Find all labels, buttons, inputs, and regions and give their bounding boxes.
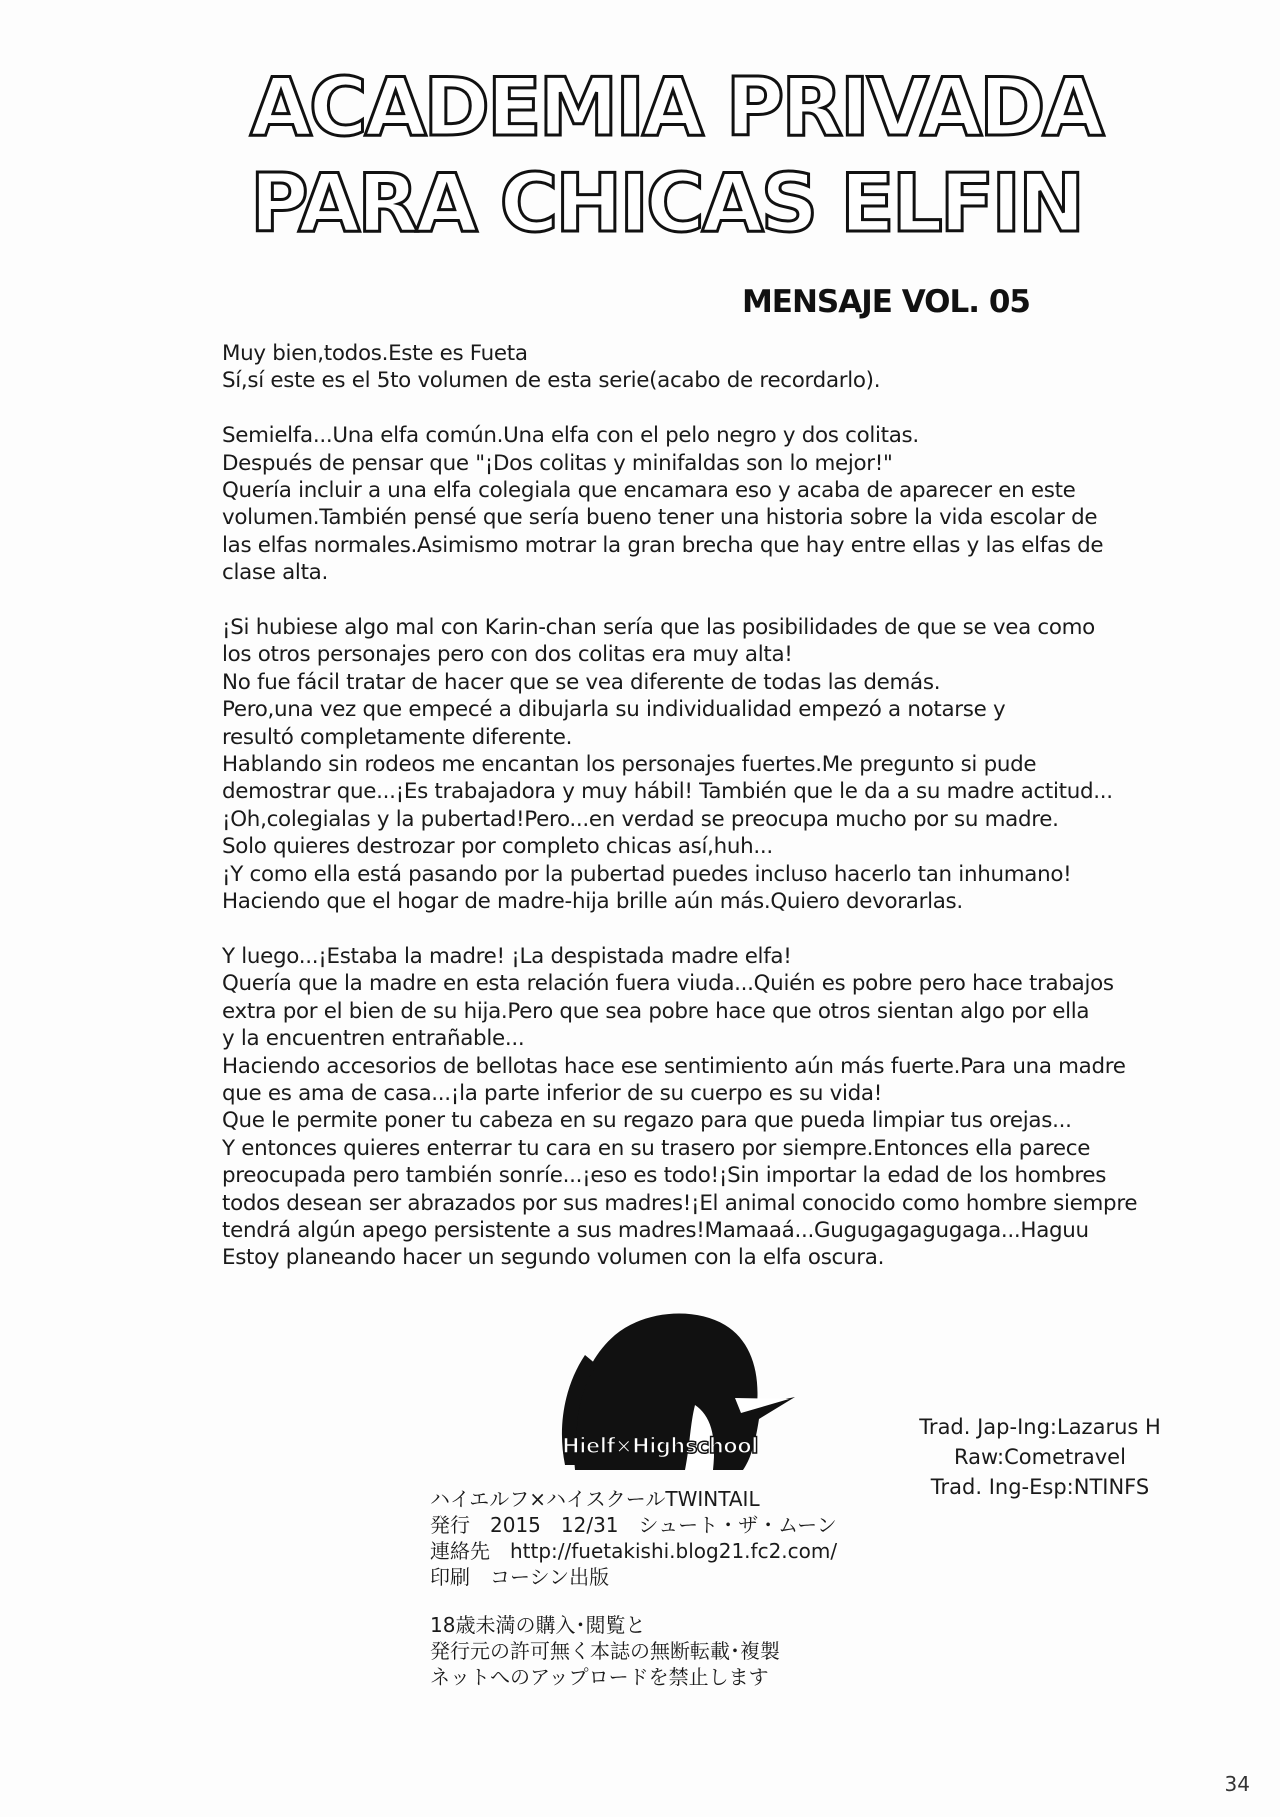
text-line: Y entonces quieres enterrar tu cara en su trasero por siempre.Entonces ella parece	[222, 1135, 1091, 1161]
text-line: Haciendo accesorios de bellotas hace ese sentimiento aún más fuerte.Para una madre	[222, 1053, 1126, 1079]
text-line: Pero,una vez que empecé a dibujarla su individualidad empezó a notarse y	[222, 697, 1006, 723]
subtitle: MENSAJE VOL. 05	[741, 284, 1030, 320]
text-line: ¡Si hubiese algo mal con Karin-chan sería que las posibilidades de que se vea como	[222, 615, 1095, 641]
colophon-printer: 印刷 コーシン出版	[430, 1565, 610, 1589]
text-line: Que le permite poner tu cabeza en su regazo para que pueda limpiar tus orejas...	[222, 1108, 1072, 1134]
text-line: Quería incluir a una elfa colegiala que encamara eso y acaba de aparecer en este	[222, 478, 1076, 504]
text-line: extra por el bien de su hija.Pero que sea pobre hace que otros sientan algo por ella	[222, 998, 1090, 1024]
notice-line: 発行元の許可無く本誌の無断転載･複製	[430, 1639, 780, 1663]
title-line-1: ACADEMIA PRIVADA	[250, 61, 1102, 154]
text-line: preocupada pero también sonríe...¡eso es todo!¡Sin importar la edad de los hombres	[222, 1163, 1107, 1189]
text-line: tendrá algún apego persistente a sus madres!Mamaaá...Gugugagagugaga...Haguu	[222, 1217, 1089, 1243]
text-line: todos desean ser abrazados por sus madres!¡El animal conocido como hombre siempre	[222, 1190, 1138, 1216]
text-line: ¡Y como ella está pasando por la pubertad puedes incluso hacerlo tan inhumano!	[222, 861, 1072, 887]
title-block	[250, 60, 1102, 252]
page-number: 34	[1224, 1772, 1250, 1796]
colophon	[430, 1486, 990, 1690]
text-line: y la encuentren entrañable...	[222, 1026, 525, 1052]
text-line: Hablando sin rodeos me encantan los personajes fuertes.Me pregunto si pude	[222, 752, 1037, 778]
spacer	[430, 1590, 990, 1612]
credit-line: Trad. Ing-Esp:NTINFS	[930, 1475, 1150, 1499]
credit-line: Trad. Jap-Ing:Lazarus H	[919, 1415, 1161, 1439]
text-line: volumen.También pensé que sería bueno tener una historia sobre la vida escolar de	[222, 505, 1098, 531]
colophon-title: ハイエルフ×ハイスクールTWINTAIL	[430, 1487, 760, 1511]
text-line: Muy bien,todos.Este es Fueta	[222, 341, 528, 366]
notice-line: 18歳未満の購入･閲覧と	[430, 1613, 646, 1637]
text-line: Después de pensar que "¡Dos colitas y minifaldas son lo mejor!"	[222, 450, 893, 476]
title-line-2: PARA CHICAS ELFIN	[250, 157, 1083, 250]
text-line: clase alta.	[222, 560, 328, 586]
paragraph-3	[222, 614, 1182, 915]
text-line: Y luego...¡Estaba la madre! ¡La despistada madre elfa!	[222, 943, 792, 969]
text-line: Estoy planeando hacer un segundo volumen con la elfa oscura.	[222, 1245, 885, 1271]
text-line: demostrar que...¡Es trabajadora y muy hábil! También que le da a su madre actitud...	[222, 779, 1113, 805]
notice-line: ネットへのアップロードを禁止します	[430, 1665, 769, 1689]
paragraph-2	[222, 422, 1182, 586]
text-line: Haciendo que el hogar de madre-hija brille aún más.Quiero devorarlas.	[222, 889, 963, 915]
text-line: Semielfa...Una elfa común.Una elfa con el pelo negro y dos colitas.	[222, 423, 919, 449]
colophon-publish-date: 発行 2015 12/31 シュート・ザ・ムーン	[430, 1513, 837, 1537]
text-line: Quería que la madre en esta relación fuera viuda...Quién es pobre pero hace trabajos	[222, 971, 1114, 997]
text-line: ¡Oh,colegialas y la pubertad!Pero...en verdad se preocupa mucho por su madre.	[222, 806, 1059, 832]
text-line: los otros personajes pero con dos colitas era muy alta!	[222, 642, 793, 668]
text-line: No fue fácil tratar de hacer que se vea diferente de todas las demás.	[222, 669, 941, 695]
text-line: Sí,sí este es el 5to volumen de esta serie(acabo de recordarlo).	[222, 368, 881, 394]
paragraph-4	[222, 943, 1182, 1272]
paragraph-1	[222, 340, 1182, 395]
text-line: las elfas normales.Asimismo motrar la gran brecha que hay entre ellas y las elfas de	[222, 532, 1104, 558]
text-line: que es ama de casa...¡la parte inferior de su cuerpo es su vida!	[222, 1080, 883, 1106]
colophon-contact: 連絡先 http://fuetakishi.blog21.fc2.com/	[430, 1539, 838, 1563]
logo-label: Hielf×Highschool	[562, 1434, 758, 1458]
text-line: resultó completamente diferente.	[222, 724, 573, 750]
text-line: Solo quieres destrozar por completo chicas así,huh...	[222, 834, 773, 860]
body-text	[222, 340, 1182, 1272]
credit-line: Raw:Cometravel	[954, 1445, 1126, 1469]
